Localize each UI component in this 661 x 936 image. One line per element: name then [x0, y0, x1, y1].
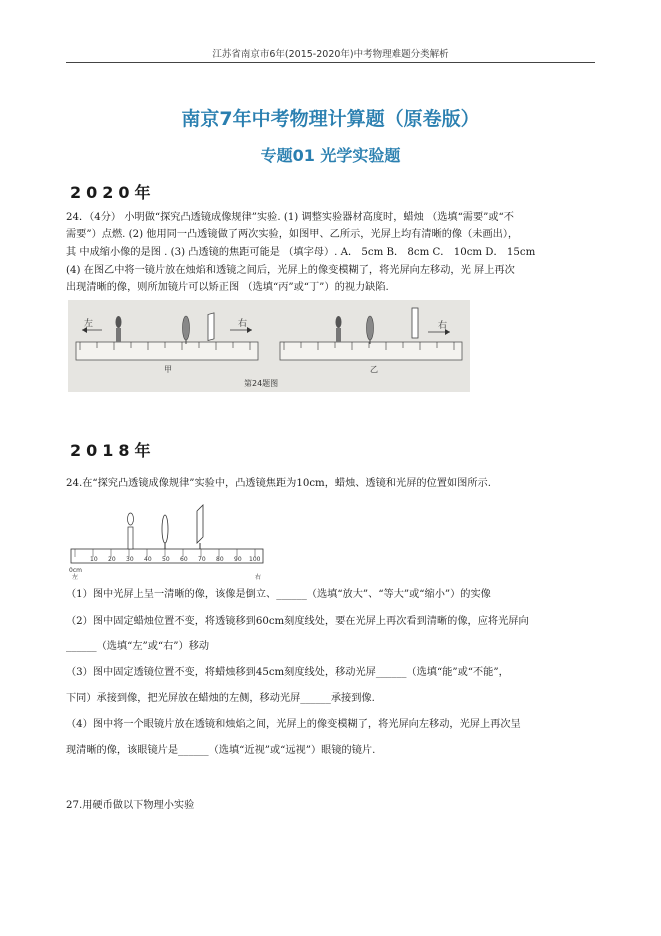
q24-2018-part-3b: 下同）承接到像，把光屏放在蜡烛的左侧，移动光屏______承接到像. [66, 693, 375, 704]
figure-24-2020 [68, 300, 470, 392]
light-screen [197, 505, 203, 543]
ruler-label-40: 40 [144, 556, 152, 563]
q24-2020-line-1: 24．（4分） 小明做“探究凸透镜成像规律”实验. (1) 调整实验器材高度时，蜡烛 （选填“需要”或“不 [66, 212, 514, 223]
arrow-right-label-yi: 右 [438, 321, 448, 331]
arrow-right-label-jia: 右 [238, 319, 248, 329]
page-header: 江苏省南京市6年(2015-2020年)中考物理难题分类解析 [212, 49, 449, 60]
ruler-left-mark: 左 [72, 574, 79, 581]
q24-2018-part-1: （1）图中光屏上呈一清晰的像，该像是倒立、______（选填“放大”、“等大”或“缩小”）的实像 [66, 589, 491, 600]
arrow-left-label-jia: 左 [84, 319, 94, 329]
figure-label-yi: 乙 [370, 365, 378, 374]
document-subtitle: 专题01 光学实验题 [260, 146, 401, 165]
header-rule [66, 62, 595, 63]
ruler-label-70: 70 [198, 556, 206, 563]
ruler-label-20: 20 [108, 556, 116, 563]
ruler-label-80: 80 [216, 556, 224, 563]
q24-2018-intro: 24.在“探究凸透镜成像规律”实验中，凸透镜焦距为10cm，蜡烛、透镜和光屏的位置如图所示. [66, 478, 491, 489]
bench-yi [280, 308, 462, 360]
document-title: 南京7年中考物理计算题（原卷版） [181, 108, 480, 130]
figure-caption: 第24题图 [244, 379, 279, 388]
ruler-label-50: 50 [162, 556, 170, 563]
candle [128, 527, 133, 549]
convex-lens [162, 515, 168, 543]
ruler-label-10: 10 [90, 556, 98, 563]
section-year-2018: 2018年 [70, 441, 156, 460]
ruler-label-0: 0cm [69, 567, 82, 574]
section-year-2020: 2020年 [70, 183, 156, 202]
q27-heading: 27.用硬币做以下物理小实验 [66, 800, 195, 811]
figure-label-jia: 甲 [164, 365, 172, 374]
figure-24-2018 [69, 497, 267, 581]
q24-2020-line-5: 出现清晰的像，则所加镜片可以矫正图 （选填“丙”或“丁”）的视力缺陷. [66, 282, 389, 293]
q24-2018-part-4b: 现清晰的像，该眼镜片是______（选填“近视”或“远视”）眼镜的镜片. [66, 745, 376, 756]
q24-2020-line-3: 其 中成缩小像的是图 . (3) 凸透镜的焦距可能是 （填字母）. A． 5cm B． 8cm C． 10cm D． 15cm [66, 247, 536, 258]
figure-24-2020-svg [68, 300, 470, 392]
q24-2018-part-3a: （3）图中固定透镜位置不变，将蜡烛移到45cm刻度线处，移动光屏______（选填“能”或“不能”， [66, 667, 509, 678]
ruler-label-100: 100 [249, 556, 261, 563]
bench-jia [76, 313, 258, 360]
ruler-right-mark: 右 [255, 574, 262, 581]
candle-flame [128, 513, 134, 525]
ruler-label-90: 90 [234, 556, 242, 563]
q24-2020-line-2: 需要”）点燃. (2) 他用同一凸透镜做了两次实验，如图甲、乙所示，光屏上均有清晰的像（未画出）， [66, 229, 519, 240]
q24-2018-part-2a: （2）图中固定蜡烛位置不变，将透镜移到60cm刻度线处，要在光屏上再次看到清晰的像，应将光屏向 [66, 616, 529, 627]
ruler-label-60: 60 [180, 556, 188, 563]
q24-2018-part-2b: ______（选填“左”或“右”）移动 [66, 641, 210, 652]
q24-2020-line-4: (4) 在图乙中将一镜片放在烛焰和透镜之间后，光屏上的像变模糊了，将光屏向左移动，光 屏上再次 [66, 265, 515, 276]
figure-24-2018-svg [69, 497, 267, 581]
ruler-label-30: 30 [126, 556, 134, 563]
q24-2018-part-4a: （4）图中将一个眼镜片放在透镜和烛焰之间，光屏上的像变模糊了，将光屏向左移动，光屏上再次呈 [66, 719, 521, 730]
